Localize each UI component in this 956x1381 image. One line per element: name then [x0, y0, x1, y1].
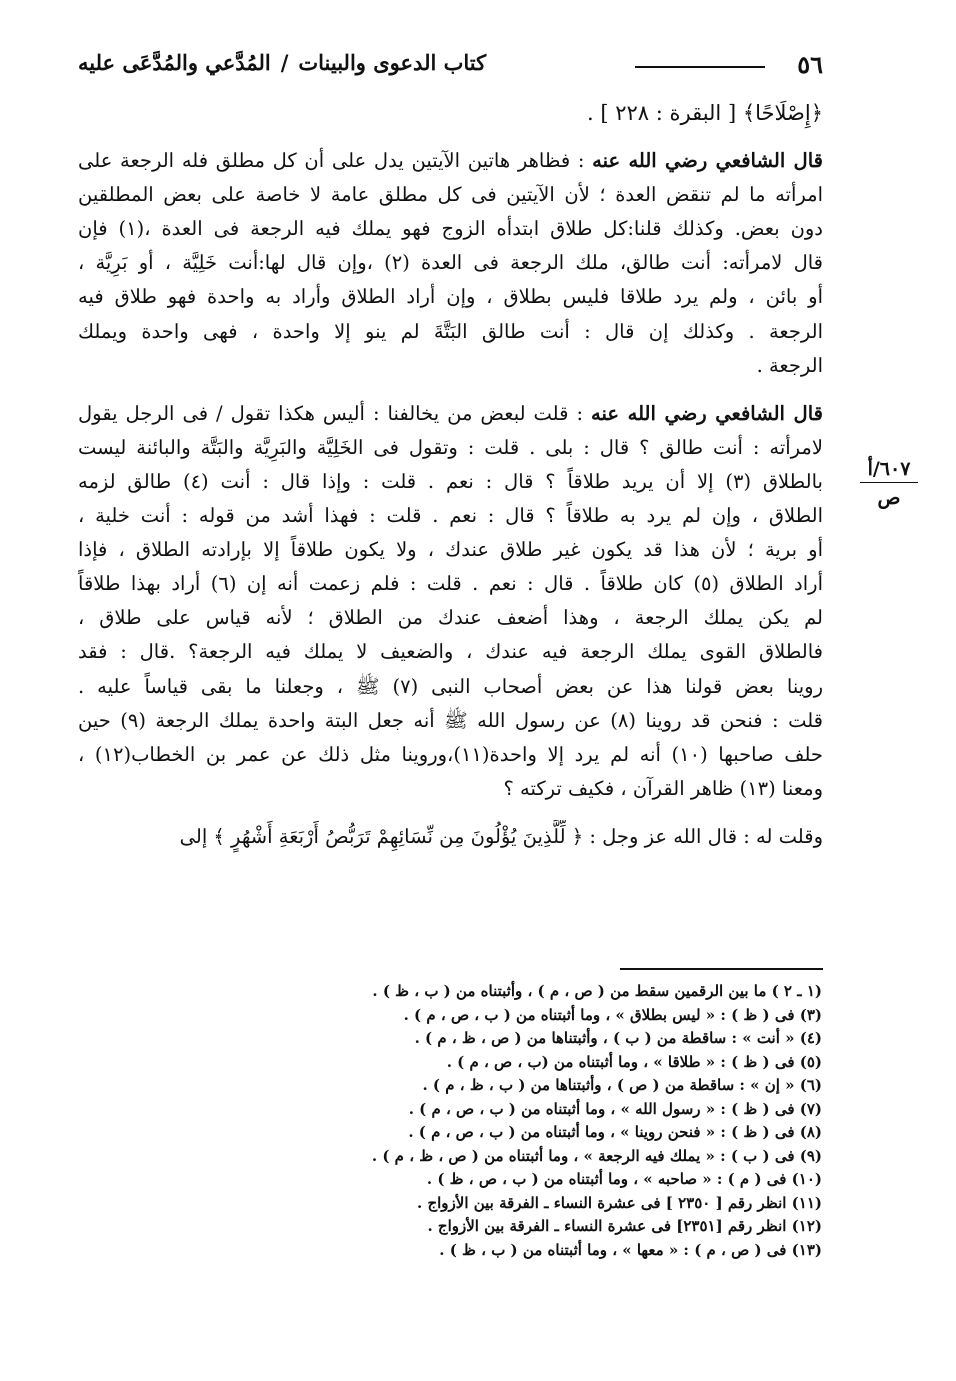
text-line: [78, 144, 823, 178]
text-line: [78, 280, 823, 314]
footnote: (٣) فى ( ظ ) : « ليس بطلاق » ، وما أثبتناه من ( ب ، ص ، م ) .: [403, 1005, 822, 1024]
text-line: [78, 431, 823, 465]
footnote: (٤) « أنت » : ساقطة من ( ب ) ، وأثبتناها من ( ص ، ظ ، م ) .: [414, 1029, 822, 1047]
folio-reference: ٦٠٧/أ: [860, 458, 918, 483]
line-text: بالطلاق (٣) إلا أن يريد طلاقاً ؟ قال : نعم . قلت : وإذا قال : أنت (٤) طالق لزمه: [78, 469, 823, 493]
line-text: الرجعة . وكذلك إن قال : أنت طالق البَتَّةَ لم ينو إلا واحدة ، فهى واحدة ويملك: [78, 319, 823, 343]
line-text: لامرأته : أنت طالق ؟ قال : بلى . قلت : وتقول فى الخَلِيَّة والبَرِيَّة والبَتَّة والبائنة ليست: [78, 435, 823, 459]
text-line: [78, 212, 823, 246]
footnotes: [262, 980, 822, 1262]
line-text: لم يكن يملك الرجعة ، وهذا أضعف عندك من الطلاق ؛ لأنه قياس على طلاق ،: [78, 606, 823, 630]
line-text: ومعنا (١٣) ظاهر القرآن ، فكيف تركته ؟: [503, 776, 823, 800]
footnote: (٦) « إن » : ساقطة من ( ص ) ، وأثبتناها من ( ب ، ظ ، م ) .: [422, 1076, 822, 1094]
text-line: [78, 704, 823, 738]
line-text: روينا بعض قولنا هذا عن بعض أصحاب النبى (٧) ﷺ ، وجعلنا ما بقى قياساً عليه .: [78, 674, 823, 698]
main-text: [78, 96, 823, 854]
line-text: الطلاق ، وإن لم يرد به طلاقاً ؟ قال : نعم . قلت : فهذا أشد من قوله : أنت خلية ،: [78, 504, 823, 528]
line-text: أو برية ؛ لأن هذا قد يكون غير طلاق عندك ، ولا يكون طلاقاً إلا بإرادته الطلاق ، فإذا: [78, 538, 823, 562]
line-text: امرأته ما لم تنقض العدة ؛ لأن الآيتين فى كل مطلق عامة لا خاصة على بعض المطلقين: [78, 183, 823, 207]
footnote: (٥) فى ( ظ ) : « طلاقا » ، وما أثبتناه من (ب ، ص ، م ) .: [446, 1052, 822, 1071]
text-line: [78, 465, 823, 499]
text-line: [78, 349, 823, 383]
line-text: وقلت له : قال الله عز وجل : ﴿ لِّلَّذِينَ يُؤْلُونَ مِن نِّسَائِهِمْ تَرَبُّصُ أَرْبَعَةِ أَشْهُرٍ ﴾ إلى: [179, 824, 823, 848]
text-line: [78, 533, 823, 567]
footnote: (٧) فى ( ظ ) : « رسول الله » ، وما أثبتناه من ( ب ، ص ، م ) .: [408, 1099, 822, 1118]
text-line: [78, 397, 823, 431]
footnote: (٨) فى ( ظ ) : « فنحن روينا » ، وما أثبتناه من ( ب ، ص ، م ) .: [408, 1123, 822, 1141]
line-text: أو بائن ، ولم يرد طلاقا فليس بطلاق ، وإن أراد الطلاق وأراد به واحدة فهو طلاق فيه: [78, 285, 823, 309]
text-line: [78, 772, 823, 806]
chapter-title: المُدَّعي والمُدَّعَى عليه: [78, 50, 271, 75]
speaker-label: قال الشافعي رضي الله عنه: [591, 401, 823, 425]
title-separator: /: [280, 50, 289, 75]
line-text: ﴿إِصْلَاحًا﴾ [ البقرة : ٢٢٨ ] .: [587, 101, 823, 125]
text-line: [78, 499, 823, 533]
text-line: [78, 670, 823, 704]
page-header: [78, 50, 823, 94]
book-title: كتاب الدعوى والبينات: [298, 50, 487, 75]
text-line: [78, 567, 823, 601]
footnote: (١ ـ ٢ ) ما بين الرقمين سقط من ( ص ، م ) ، وأثبتناه من ( ب ، ظ ) .: [372, 982, 822, 1000]
text-line: [78, 315, 823, 349]
page-number: ٥٦: [797, 50, 823, 79]
line-text: الرجعة .: [756, 353, 823, 377]
line-text: : فظاهر هاتين الآيتين يدل على أن كل مطلق فله الرجعة على: [78, 149, 593, 173]
text-line: [78, 635, 823, 669]
footnote-rule: [620, 968, 823, 970]
line-text: قال لامرأته: أنت طالق، ملك الرجعة فى العدة (٢) ،وإن قال لها:أنت خَلِيَّة ، أو بَرِيَّة ،: [78, 251, 823, 275]
line-text: دون بعض. وكذلك قلنا:كل طلاق ابتدأه الزوج فهو يملك فيه الرجعة فى العدة ،(١) فإن: [78, 217, 823, 241]
manuscript-siglum: ص: [877, 487, 901, 509]
line-text: أراد الطلاق (٥) كان طلاقاً . قال : نعم . قلت : فلم زعمت أنه إن (٦) أراد بهذا طلاقاً: [78, 572, 823, 596]
line-text: حلف صاحبها (١٠) أنه لم يرد إلا واحدة(١١)،وروينا مثل ذلك عن عمر بن الخطاب(١٢) ،: [78, 742, 823, 766]
footnote: (١٢) انظر رقم [٢٣٥١] فى عشرة النساء ـ الفرقة بين الأزواج .: [427, 1217, 822, 1235]
line-text: قلت : فنحن قد روينا (٨) عن رسول الله ﷺ أنه جعل البتة واحدة يملك الرجعة (٩) حين: [78, 708, 823, 732]
footnote: (١٣) فى ( ص ، م ) : « معها » ، وما أثبتناه من ( ب ، ظ ) .: [439, 1240, 822, 1259]
text-line: [78, 601, 823, 635]
manuscript-folio-note: [860, 458, 918, 509]
header-rule: [635, 66, 765, 68]
text-line: [78, 738, 823, 772]
text-line: [78, 96, 823, 130]
footnote: (١٠) فى ( م ) : « صاحبه » ، وما أثبتناه من ( ب ، ص ، ظ ) .: [426, 1170, 822, 1188]
line-text: فالطلاق القوى يملك الرجعة فيه عندك ، والضعيف لا يملك فيه الرجعة؟ .قال : فقد: [78, 640, 823, 664]
footnote: (٩) فى ( ب ) : « يملك فيه الرجعة » ، وما أثبتناه من ( ص ، ظ ، م ) .: [371, 1146, 822, 1165]
text-line: [78, 820, 823, 854]
running-title: [78, 50, 486, 75]
text-line: [78, 178, 823, 212]
footnote: (١١) انظر رقم [ ٢٣٥٠ ] فى عشرة النساء ـ الفرقة بين الأزواج .: [417, 1193, 822, 1212]
speaker-label: قال الشافعي رضي الله عنه: [592, 149, 823, 173]
line-text: : قلت لبعض من يخالفنا : أليس هكذا تقول / فى الرجل يقول: [78, 401, 592, 425]
text-line: [78, 246, 823, 280]
